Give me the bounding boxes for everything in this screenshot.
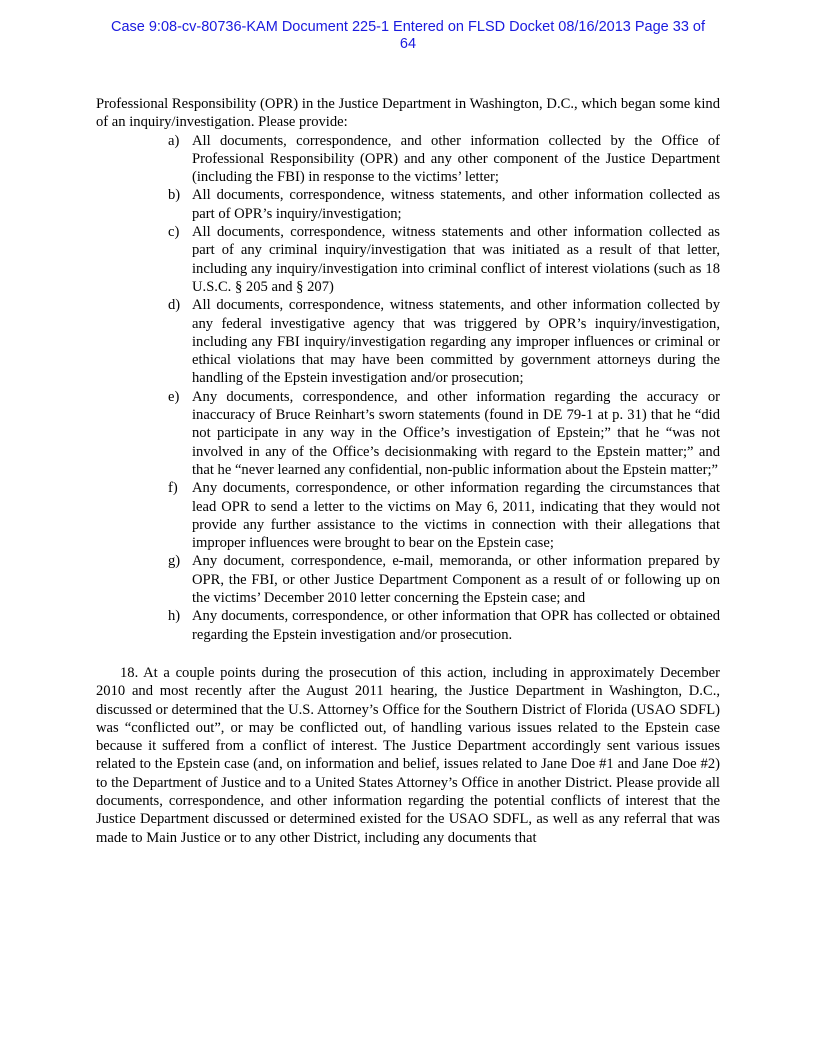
docket-header-line-2: 64	[399, 36, 417, 52]
list-item-text: Any documents, correspondence, or other information regarding the circumstances that lead OPR to send a letter to the victims on May 6, 2011, indicating that they would not provide any further assistance to the victims in connection with their allegations that improper influences were brought to bear on the Epstein case;	[192, 480, 720, 552]
list-item	[96, 607, 720, 644]
list-item	[96, 296, 720, 387]
list-item-letter: c)	[168, 224, 180, 241]
list-item-letter: f)	[168, 480, 178, 497]
list-item-text: All documents, correspondence, witness statements and other information collected as part of any criminal inquiry/investigation that was initiated as a result of that letter, including any inquiry/investigation into criminal conflict of interest violations (such as 18 U.S.C. § 205 and § 207)	[192, 224, 720, 295]
intro-paragraph: Professional Responsibility (OPR) in the Justice Department in Washington, D.C., which began some kind of an inquiry/investigation. Please provide:	[96, 96, 720, 131]
list-item-text: Any documents, correspondence, or other information that OPR has collected or obtained regarding the Epstein investigation and/or prosecution.	[192, 608, 720, 643]
paragraph-18: 18. At a couple points during the prosecution of this action, including in approximately December 2010 and most recently after the August 2011 hearing, the Justice Department in Washington, D.C., discussed or determined that the U.S. Attorney’s Office for the Southern District of Florida (USAO SDFL) was “conflicted out”, or may be conflicted out, of handling various issues related to the Epstein case because it suffered from a conflict of interest. The Justice Department accordingly sent various issues related to the Epstein case (and, on information and belief, issues related to Jane Doe #1 and Jane Doe #2) to the Department of Justice and to a United States Attorney’s Office in another District. Please provide all documents, correspondence, and other information regarding the potential conflicts of interest that the Justice Department discussed or determined existed for the USAO SDFL, as well as any referral that was made to Main Justice or to any other District, including any documents that	[96, 664, 720, 846]
document-body	[96, 95, 720, 847]
list-item	[96, 223, 720, 296]
list-item-text: All documents, correspondence, and other information collected by the Office of Professional Responsibility (OPR) and any other component of the Justice Department (including the FBI) in response to the victims’ letter;	[192, 132, 720, 186]
list-item-letter: d)	[168, 297, 181, 314]
list-item-letter: h)	[168, 608, 181, 625]
list-item-letter: g)	[168, 553, 181, 570]
list-item-text: All documents, correspondence, witness statements, and other information collected as part of OPR’s inquiry/investigation;	[192, 187, 720, 222]
list-item-text: Any documents, correspondence, and other information regarding the accuracy or inaccuracy of Bruce Reinhart’s sworn statements (found in DE 79-1 at p. 31) that he “did not participate in any way in the Office’s investigation of Epstein;” that he “was not involved in any of the Office’s decisionmaking with regard to the Epstein matter;” and that he “never learned any confidential, non-public information about the Epstein matter;”	[192, 388, 720, 478]
list-item	[96, 132, 720, 187]
list-item	[96, 186, 720, 223]
list-item-letter: a)	[168, 132, 180, 149]
list-item-text: Any document, correspondence, e-mail, memoranda, or other information prepared by OPR, the FBI, or other Justice Department Component as a result of or following up on the victims’ December 2010 letter concerning the Epstein case; and	[192, 553, 720, 607]
list-item	[96, 552, 720, 607]
list-item-text: All documents, correspondence, witness statements, and other information collected by any federal investigative agency that was triggered by OPR’s inquiry/investigation, including any FBI inquiry/investigation regarding any improper influences or criminal or ethical violations that may have been committed by government attorneys during the handling of the Epstein investigation and/or prosecution;	[192, 297, 720, 387]
list-item	[96, 388, 720, 479]
request-list	[96, 132, 720, 644]
docket-header-line-1: Case 9:08-cv-80736-KAM Document 225-1 Entered on FLSD Docket 08/16/2013 Page 33 of	[110, 19, 706, 35]
list-item-letter: b)	[168, 187, 181, 204]
docket-header	[40, 19, 776, 53]
list-item	[96, 479, 720, 552]
list-item-letter: e)	[168, 388, 180, 405]
